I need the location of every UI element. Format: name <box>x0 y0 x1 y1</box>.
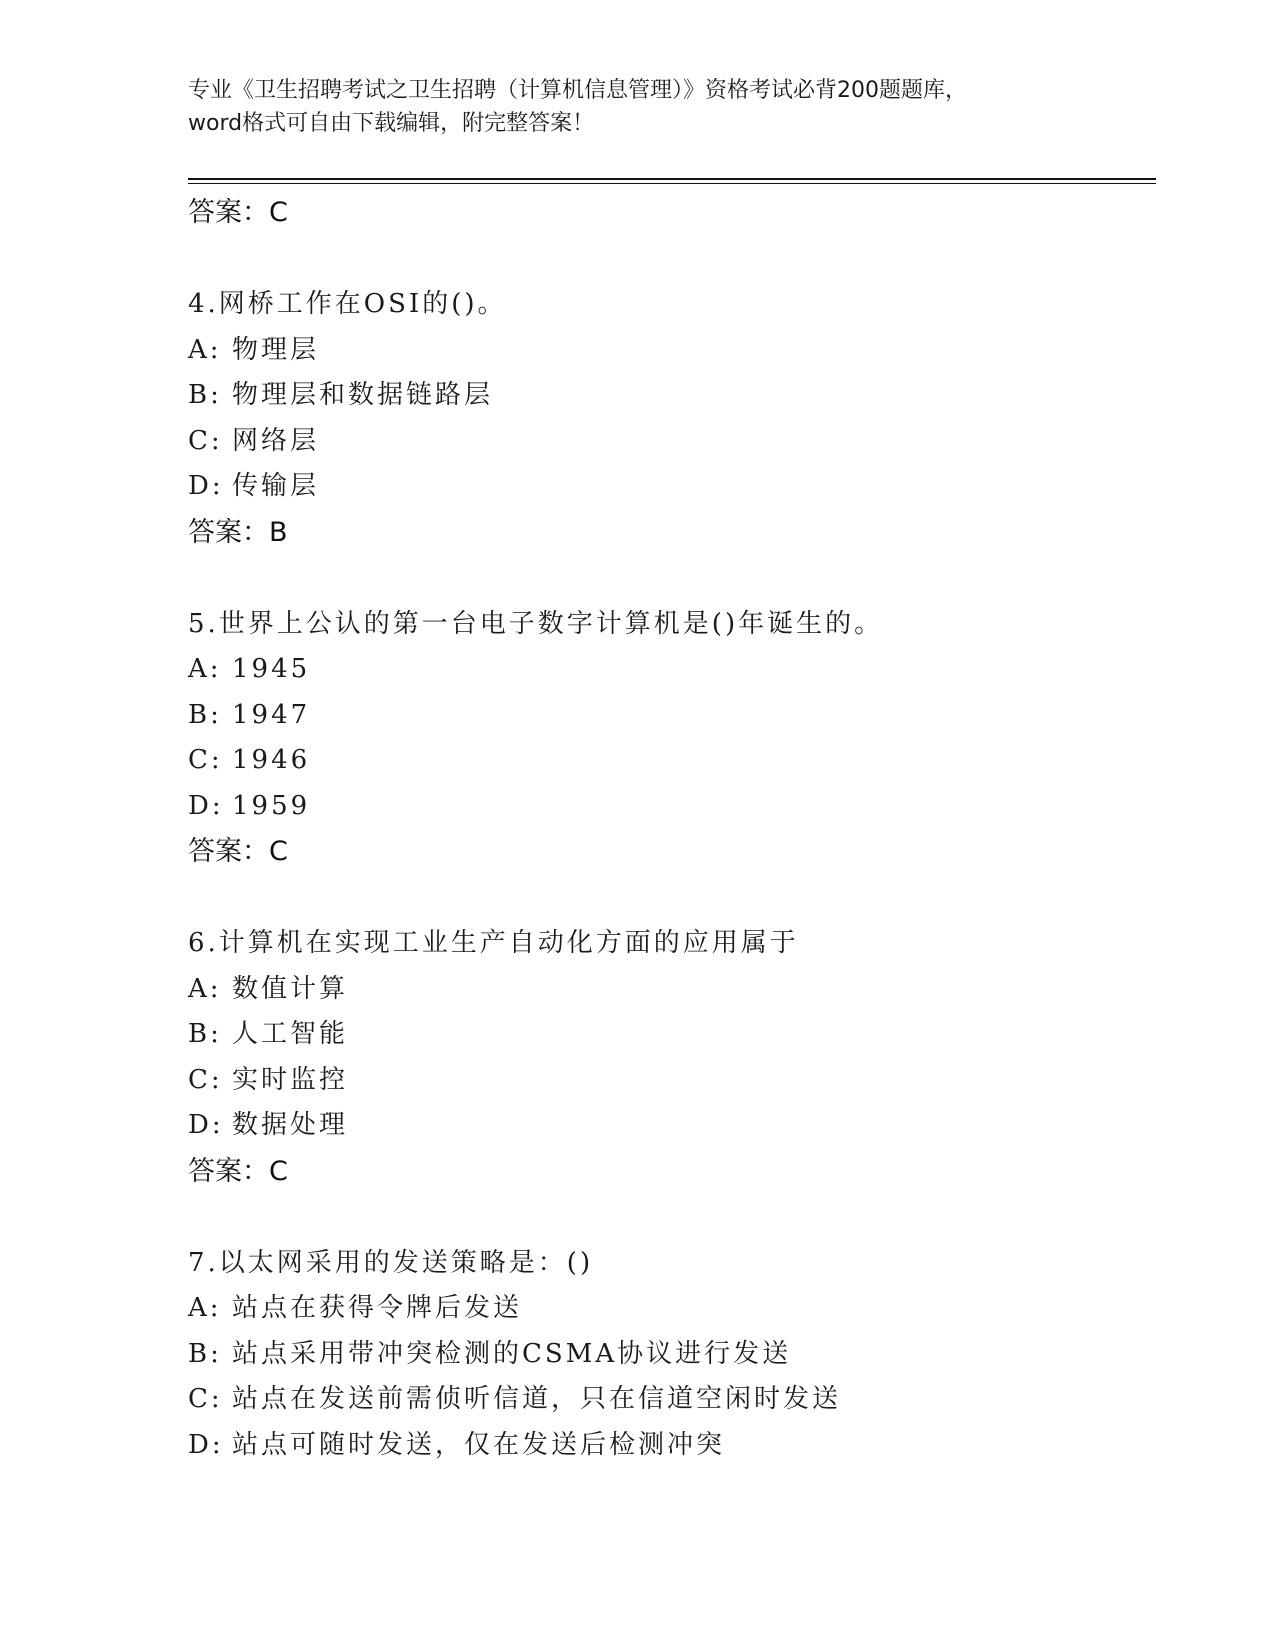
option-letter: A: <box>188 334 222 365</box>
option-letter: A: <box>188 973 222 1004</box>
option-letter: B: <box>188 699 222 730</box>
option-b <box>188 373 1156 419</box>
option-text: 数值计算 <box>232 973 349 1004</box>
question-stem: 7.以太网采用的发送策略是：() <box>188 1247 594 1278</box>
option-text: 网络层 <box>232 425 320 456</box>
option-letter: B: <box>188 1338 222 1369</box>
document-header <box>188 74 1088 140</box>
question-6 <box>188 921 1156 1194</box>
option-letter: D: <box>188 790 224 821</box>
option-letter: A: <box>188 654 222 684</box>
option-letter: D: <box>188 471 224 501</box>
option-text: 1947 <box>232 699 311 730</box>
header-divider-thick <box>188 178 1156 180</box>
question-7 <box>188 1241 1156 1469</box>
option-letter: D: <box>188 1429 224 1460</box>
answer-line: 答案：B <box>188 516 288 548</box>
option-text: 1959 <box>232 790 311 821</box>
option-text: 1946 <box>232 745 311 775</box>
option-d <box>188 1103 1156 1149</box>
option-a <box>188 967 1156 1013</box>
question-5 <box>188 602 1156 875</box>
option-letter: B: <box>188 1019 222 1049</box>
option-c <box>188 738 1156 784</box>
option-b <box>188 1012 1156 1058</box>
option-c <box>188 1058 1156 1104</box>
option-c <box>188 1377 1156 1423</box>
option-c <box>188 419 1156 465</box>
option-letter: C: <box>188 745 223 775</box>
option-b <box>188 693 1156 739</box>
option-letter: C: <box>188 1064 223 1095</box>
question-4 <box>188 282 1156 555</box>
option-text: 实时监控 <box>232 1064 349 1095</box>
option-a <box>188 647 1156 693</box>
option-text: 传输层 <box>232 471 320 501</box>
option-text: 物理层 <box>232 334 320 365</box>
header-divider-thin <box>188 183 1156 184</box>
answer-line: 答案：C <box>188 1155 288 1187</box>
option-text: 人工智能 <box>232 1019 349 1049</box>
option-a <box>188 1286 1156 1332</box>
question-list <box>188 190 1156 1468</box>
option-text: 1945 <box>232 654 311 684</box>
option-d <box>188 464 1156 510</box>
option-d <box>188 784 1156 830</box>
option-text: 物理层和数据链路层 <box>232 380 494 410</box>
option-d <box>188 1423 1156 1469</box>
option-text: 站点在获得令牌后发送 <box>232 1293 523 1323</box>
question-stem: 4.网桥工作在OSI的()。 <box>188 289 507 319</box>
option-letter: A: <box>188 1293 222 1323</box>
option-a <box>188 328 1156 374</box>
header-title-line-2: word格式可自由下载编辑，附完整答案！ <box>188 111 595 136</box>
option-text: 站点可随时发送，仅在发送后检测冲突 <box>232 1429 726 1460</box>
option-letter: C: <box>188 425 223 456</box>
header-title-line-1: 专业《卫生招聘考试之卫生招聘（计算机信息管理）》资格考试必背200题题库， <box>188 78 967 103</box>
question-stem: 5.世界上公认的第一台电子数字计算机是()年诞生的。 <box>188 608 884 639</box>
option-b <box>188 1332 1156 1378</box>
option-text: 站点在发送前需侦听信道，只在信道空闲时发送 <box>232 1384 842 1414</box>
option-letter: B: <box>188 380 222 410</box>
option-text: 数据处理 <box>232 1110 349 1140</box>
answer-line-q3: 答案：C <box>188 197 288 228</box>
option-letter: C: <box>188 1384 223 1414</box>
option-text: 站点采用带冲突检测的CSMA协议进行发送 <box>232 1338 792 1369</box>
question-stem: 6.计算机在实现工业生产自动化方面的应用属于 <box>188 928 799 958</box>
answer-line: 答案：C <box>188 836 288 867</box>
option-letter: D: <box>188 1110 224 1140</box>
